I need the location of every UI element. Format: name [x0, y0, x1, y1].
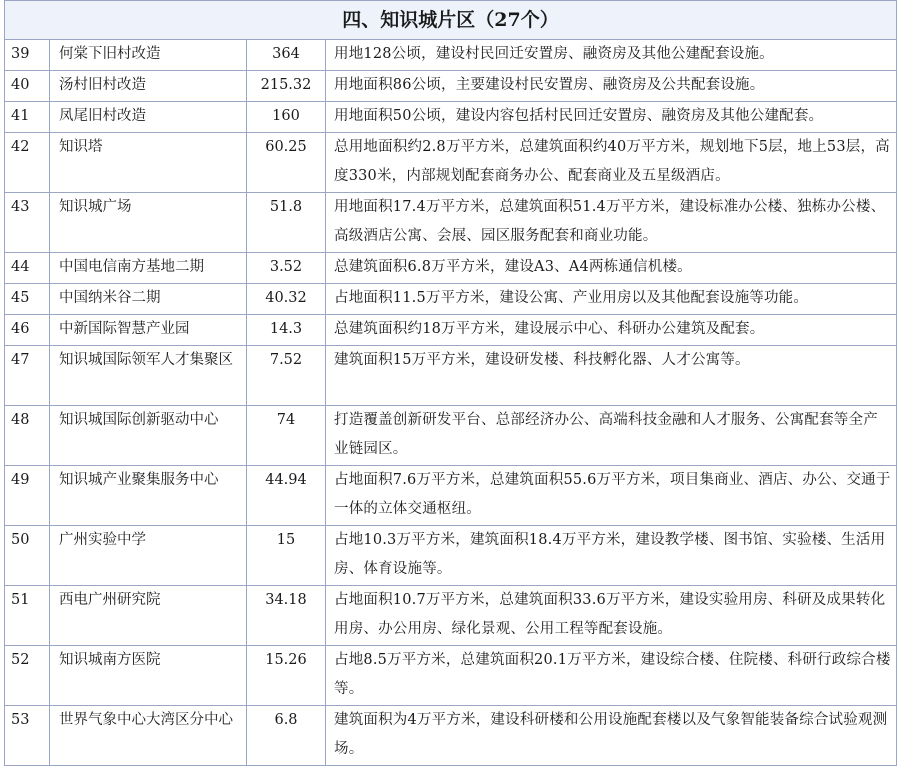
investment-value: 60.25 [247, 133, 326, 193]
project-name: 中国电信南方基地二期 [50, 253, 247, 284]
row-number: 42 [5, 133, 50, 193]
project-name: 西电广州研究院 [50, 586, 247, 646]
project-name: 知识塔 [50, 133, 247, 193]
table-body [5, 1, 897, 766]
row-number: 49 [5, 466, 50, 526]
project-description: 用地面积17.4万平方米，总建筑面积51.4万平方米，建设标准办公楼、独栋办公楼、高级酒店公寓、会展、园区服务配套和商业功能。 [326, 193, 897, 253]
table-row [5, 526, 897, 586]
row-number: 51 [5, 586, 50, 646]
project-name: 知识城广场 [50, 193, 247, 253]
project-name: 中国纳米谷二期 [50, 284, 247, 315]
investment-value: 74 [247, 406, 326, 466]
row-number: 41 [5, 102, 50, 133]
project-description: 建筑面积15万平方米，建设研发楼、科技孵化器、人才公寓等。 [326, 346, 897, 406]
investment-value: 6.8 [247, 706, 326, 766]
investment-value: 40.32 [247, 284, 326, 315]
row-number: 52 [5, 646, 50, 706]
project-description: 用地面积86公顷，主要建设村民安置房、融资房及公共配套设施。 [326, 71, 897, 102]
table-row [5, 406, 897, 466]
investment-value: 15 [247, 526, 326, 586]
row-number: 44 [5, 253, 50, 284]
row-number: 43 [5, 193, 50, 253]
project-name: 汤村旧村改造 [50, 71, 247, 102]
project-name: 知识城南方医院 [50, 646, 247, 706]
table-row [5, 646, 897, 706]
row-number: 50 [5, 526, 50, 586]
investment-value: 215.32 [247, 71, 326, 102]
project-name: 广州实验中学 [50, 526, 247, 586]
project-name: 知识城国际领军人才集聚区 [50, 346, 247, 406]
investment-value: 14.3 [247, 315, 326, 346]
investment-value: 364 [247, 40, 326, 71]
project-description: 建筑面积为4万平方米，建设科研楼和公用设施配套楼以及气象智能装备综合试验观测场。 [326, 706, 897, 766]
project-table [4, 0, 897, 766]
table-row [5, 315, 897, 346]
investment-value: 3.52 [247, 253, 326, 284]
row-number: 46 [5, 315, 50, 346]
table-row [5, 133, 897, 193]
investment-value: 160 [247, 102, 326, 133]
project-name: 何棠下旧村改造 [50, 40, 247, 71]
row-number: 47 [5, 346, 50, 406]
row-number: 45 [5, 284, 50, 315]
project-description: 占地面积10.7万平方米，总建筑面积33.6万平方米，建设实验用房、科研及成果转化用房、办公用房、绿化景观、公用工程等配套设施。 [326, 586, 897, 646]
section-title: 四、知识城片区（27个） [5, 1, 897, 40]
project-name: 知识城产业聚集服务中心 [50, 466, 247, 526]
row-number: 40 [5, 71, 50, 102]
table-row [5, 284, 897, 315]
project-name: 世界气象中心大湾区分中心 [50, 706, 247, 766]
section-title-row [5, 1, 897, 40]
project-description: 占地面积7.6万平方米，总建筑面积55.6万平方米，项目集商业、酒店、办公、交通于一体的立体交通枢纽。 [326, 466, 897, 526]
table-row [5, 193, 897, 253]
project-name: 凤尾旧村改造 [50, 102, 247, 133]
table-row [5, 71, 897, 102]
table-row [5, 706, 897, 766]
project-description: 占地8.5万平方米，总建筑面积20.1万平方米，建设综合楼、住院楼、科研行政综合楼等。 [326, 646, 897, 706]
investment-value: 44.94 [247, 466, 326, 526]
row-number: 48 [5, 406, 50, 466]
project-description: 占地面积11.5万平方米，建设公寓、产业用房以及其他配套设施等功能。 [326, 284, 897, 315]
project-description: 总用地面积约2.8万平方米，总建筑面积约40万平方米，规划地下5层，地上53层，高度330米，内部规划配套商务办公、配套商业及五星级酒店。 [326, 133, 897, 193]
project-description: 用地面积50公顷，建设内容包括村民回迁安置房、融资房及其他公建配套。 [326, 102, 897, 133]
row-number: 39 [5, 40, 50, 71]
table-row [5, 253, 897, 284]
project-name: 知识城国际创新驱动中心 [50, 406, 247, 466]
investment-value: 51.8 [247, 193, 326, 253]
project-description: 占地10.3万平方米，建筑面积18.4万平方米，建设教学楼、图书馆、实验楼、生活用房、体育设施等。 [326, 526, 897, 586]
project-description: 用地128公顷，建设村民回迁安置房、融资房及其他公建配套设施。 [326, 40, 897, 71]
project-description: 总建筑面积约18万平方米，建设展示中心、科研办公建筑及配套。 [326, 315, 897, 346]
investment-value: 34.18 [247, 586, 326, 646]
investment-value: 7.52 [247, 346, 326, 406]
project-description: 总建筑面积6.8万平方米，建设A3、A4两栋通信机楼。 [326, 253, 897, 284]
row-number: 53 [5, 706, 50, 766]
table-row [5, 586, 897, 646]
investment-value: 15.26 [247, 646, 326, 706]
project-name: 中新国际智慧产业园 [50, 315, 247, 346]
table-row [5, 102, 897, 133]
table-row [5, 346, 897, 406]
table-row [5, 466, 897, 526]
table-row [5, 40, 897, 71]
project-description: 打造覆盖创新研发平台、总部经济办公、高端科技金融和人才服务、公寓配套等全产业链园区。 [326, 406, 897, 466]
